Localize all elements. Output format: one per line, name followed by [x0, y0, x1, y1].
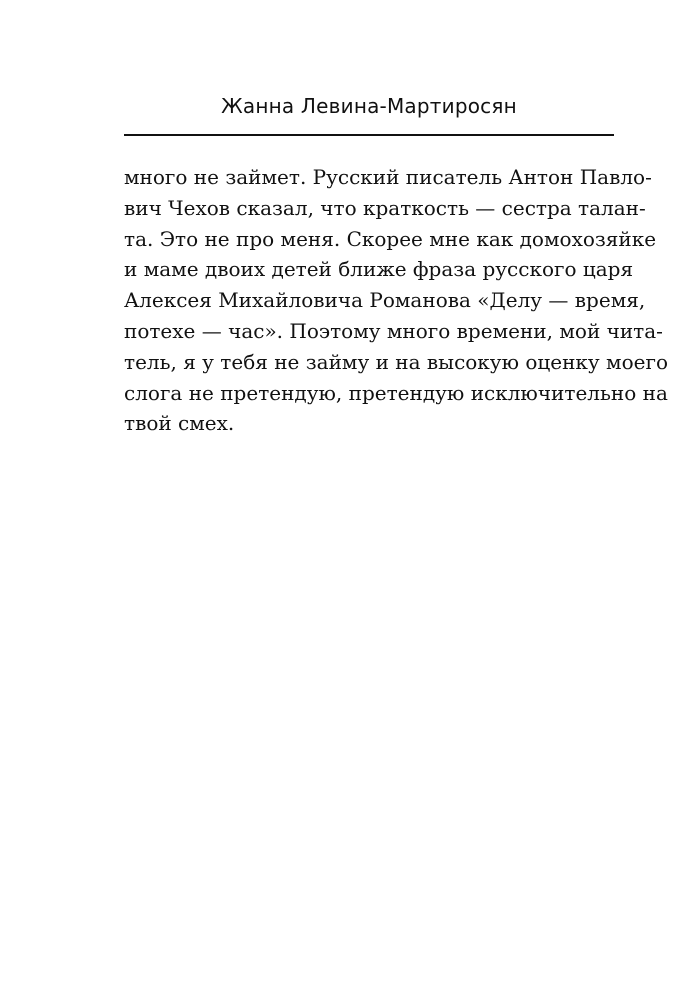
text-line: Алексея Михайловича Романова «Делу — время,	[124, 288, 646, 313]
running-header: Жанна Левина-Мартиросян	[221, 94, 517, 118]
text-line: та. Это не про меня. Скорее мне как домохозяйке	[124, 226, 657, 251]
header-rule	[124, 134, 614, 136]
body-paragraph	[124, 162, 668, 439]
text-line: вич Чехов сказал, что краткость — сестра талан-	[124, 195, 646, 220]
text-line-last: твой смех.	[124, 411, 235, 436]
text-line: потехе — час». Поэтому много времени, мой чита-	[124, 318, 663, 343]
text-line: и маме двоих детей ближе фраза русского царя	[124, 257, 634, 282]
text-line: много не займет. Русский писатель Антон Павло-	[124, 165, 652, 189]
text-line: слога не претендую, претендую исключительно на	[124, 380, 668, 405]
text-line: тель, я у тебя не займу и на высокую оценку моего	[124, 349, 668, 374]
